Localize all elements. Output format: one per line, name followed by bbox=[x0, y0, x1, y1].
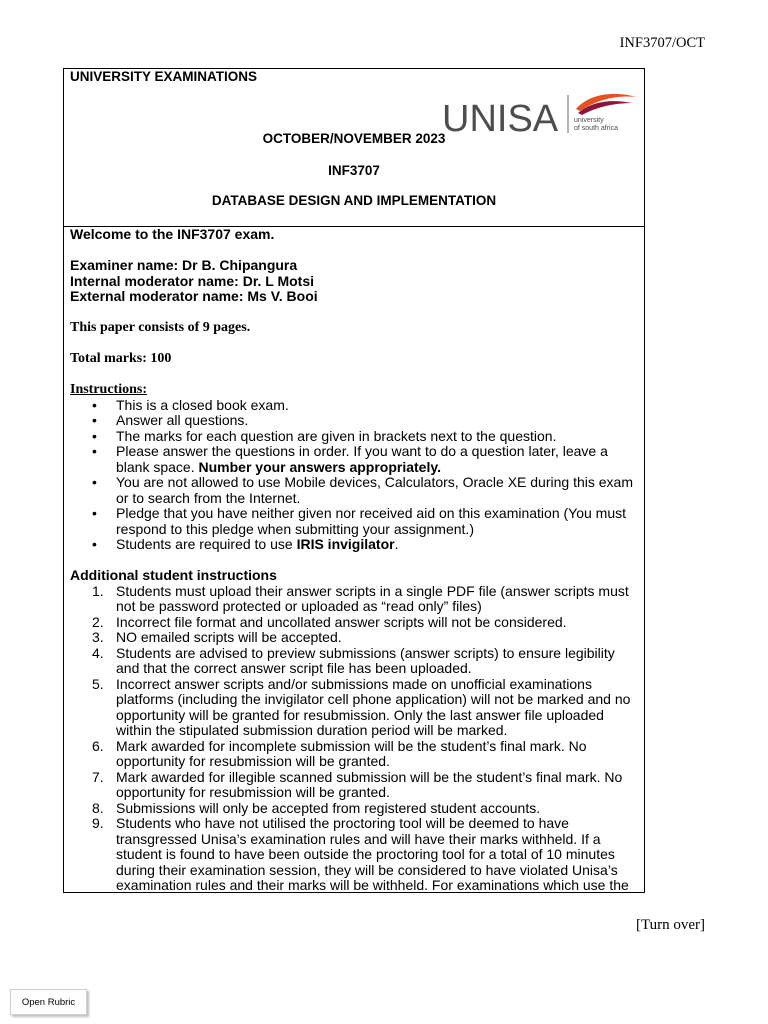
additional-instructions-list bbox=[70, 584, 636, 894]
list-item: • Please answer the questions in order. If you want to do a question later, leave a blank space. Number your answers appropriately. bbox=[116, 444, 636, 475]
exam-cover-box bbox=[63, 68, 645, 893]
list-item: 7. Mark awarded for illegible scanned submission will be the student’s final mark. No opportunity for resubmission will be granted. bbox=[92, 768, 623, 800]
exam-session: OCTOBER/NOVEMBER 2023 bbox=[262, 131, 446, 146]
list-item: • Answer all questions. bbox=[116, 413, 636, 429]
unisa-logo bbox=[440, 87, 640, 137]
module-name: DATABASE DESIGN AND IMPLEMENTATION bbox=[211, 193, 497, 208]
list-item: • Pledge that you have neither given nor received aid on this examination (You must respond to this pledge when submitting your assignment.) bbox=[116, 506, 636, 537]
additional-instructions-heading: Additional student instructions bbox=[70, 567, 277, 583]
svg-text:of south africa: of south africa bbox=[574, 125, 618, 132]
list-item: 1. Students must upload their answer scripts in a single PDF file (answer scripts must not be password protected or uploaded as “read only” files) bbox=[92, 582, 629, 614]
document-code: INF3707/OCT bbox=[619, 35, 705, 51]
list-item: 8. Submissions will only be accepted from registered student accounts. bbox=[92, 799, 541, 816]
list-item: • You are not allowed to use Mobile devices, Calculators, Oracle XE during this exam or to search from the Internet. bbox=[116, 475, 636, 506]
svg-text:university: university bbox=[574, 117, 604, 124]
list-item: • This is a closed book exam. bbox=[116, 398, 636, 414]
list-item: 2. Incorrect file format and uncollated answer scripts will not be considered. bbox=[92, 613, 567, 630]
instructions-area bbox=[64, 227, 644, 893]
instructions-heading: Instructions: bbox=[70, 382, 148, 397]
instructions-list bbox=[70, 398, 636, 553]
list-item: 5. Incorrect answer scripts and/or submissions made on unofficial examinations platforms (including the invigilator cell phone application) will not be marked and no opportunity will be granted for resubmission. Only the last answer file uploaded within the stipulated submission duration period will be marked. bbox=[92, 675, 631, 738]
page-count-text: This paper consists of 9 pages. bbox=[70, 320, 251, 335]
examiner-name: Examiner name: Dr B. Chipangura bbox=[70, 257, 298, 273]
list-item: 6. Mark awarded for incomplete submission will be the student’s final mark. No opportunity for resubmission will be granted. bbox=[92, 737, 587, 769]
university-examinations-label: UNIVERSITY EXAMINATIONS bbox=[70, 69, 258, 84]
list-item: • The marks for each question are given in brackets next to the question. bbox=[116, 429, 636, 445]
external-moderator-name: External moderator name: Ms V. Booi bbox=[70, 288, 318, 304]
open-rubric-button[interactable]: Open Rubric bbox=[10, 989, 87, 1015]
list-item: 4. Students are advised to preview submissions (answer scripts) to ensure legibility and that the correct answer script file has been uploaded. bbox=[92, 644, 615, 676]
module-code: INF3707 bbox=[328, 163, 380, 178]
welcome-text: Welcome to the INF3707 exam. bbox=[70, 226, 275, 242]
list-item: 3. NO emailed scripts will be accepted. bbox=[92, 629, 342, 645]
internal-moderator-name: Internal moderator name: Dr. L Motsi bbox=[70, 272, 315, 289]
list-item: 9. Students who have not utilised the proctoring tool will be deemed to have transgressed Unisa’s examination rules and will have their marks withheld. If a student is found to have been outside the proctoring tool for a total of 10 minutes during their examination session, they will be considered to have violated Unisa’s examination rules and their marks will be withheld. For examinations which use the bbox=[92, 815, 629, 893]
title-block bbox=[64, 69, 644, 227]
svg-text:UNISA: UNISA bbox=[442, 98, 559, 137]
list-item: • Students are required to use IRIS invigilator. bbox=[116, 537, 636, 553]
turn-over-label: [Turn over] bbox=[635, 917, 705, 933]
total-marks-text: Total marks: 100 bbox=[70, 351, 172, 366]
